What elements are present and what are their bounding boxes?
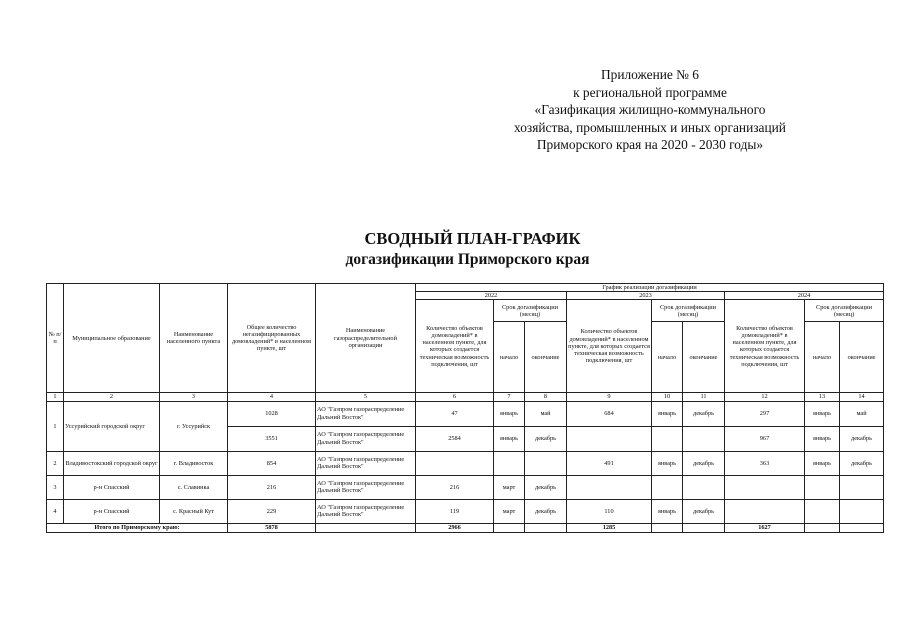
row-start-2023: январь bbox=[652, 499, 683, 523]
column-number: 3 bbox=[160, 393, 228, 401]
row-org: АО "Газпром газораспределение Дальний Восток" bbox=[316, 499, 416, 523]
header-year-2024: 2024 bbox=[725, 292, 884, 300]
row-num: 4 bbox=[47, 499, 64, 523]
row-start-2023: январь bbox=[652, 451, 683, 475]
header-municipality: Муниципальное образование bbox=[64, 284, 160, 393]
row-count-2023 bbox=[567, 426, 652, 451]
row-end-2022: декабрь bbox=[525, 475, 567, 499]
row-count-2023 bbox=[567, 475, 652, 499]
row-end-2023 bbox=[683, 475, 725, 499]
row-end-2023: декабрь bbox=[683, 499, 725, 523]
header-start: начало bbox=[494, 322, 525, 393]
row-count-2022 bbox=[416, 451, 494, 475]
header-total: Общее количество негазифицированных домовладений* в населенном пункте, шт bbox=[228, 284, 316, 393]
appendix-line: хозяйства, промышленных и иных организаций bbox=[514, 119, 786, 135]
row-count-2024 bbox=[725, 475, 805, 499]
row-total: 1028 bbox=[228, 401, 316, 426]
row-end-2023 bbox=[683, 426, 725, 451]
column-number: 8 bbox=[525, 393, 567, 401]
row-org: АО "Газпром газораспределение Дальний Восток" bbox=[316, 451, 416, 475]
header-count-2023: Количество объектов домовладений* в населенном пункте, для которых создается техническая возможность подключения, шт bbox=[567, 300, 652, 393]
row-start-2022 bbox=[494, 451, 525, 475]
row-start-2022: январь bbox=[494, 426, 525, 451]
row-count-2023: 684 bbox=[567, 401, 652, 426]
header-count-2022: Количество объектов домовладений* в населенном пункте, для которых создается техническая возможность подключения, шт bbox=[416, 300, 494, 393]
row-settlement: г. Уссурийск bbox=[160, 401, 228, 451]
header-end: окончание bbox=[683, 322, 725, 393]
table-row bbox=[47, 451, 884, 475]
column-number: 13 bbox=[805, 393, 840, 401]
header-start: начало bbox=[805, 322, 840, 393]
row-count-2022: 47 bbox=[416, 401, 494, 426]
column-number: 4 bbox=[228, 393, 316, 401]
column-number: 7 bbox=[494, 393, 525, 401]
table-row bbox=[47, 401, 884, 426]
header-schedule: График реализации догазификации bbox=[416, 284, 884, 292]
table-row bbox=[47, 475, 884, 499]
header-term-2022: Срок догазификации (месяц) bbox=[494, 300, 567, 322]
total-empty bbox=[805, 523, 840, 532]
row-count-2024: 297 bbox=[725, 401, 805, 426]
row-org: АО "Газпром газораспределение Дальний Восток" bbox=[316, 475, 416, 499]
row-start-2024 bbox=[805, 499, 840, 523]
header-num: № п/п bbox=[47, 284, 64, 393]
row-municipality: Уссурийский городской округ bbox=[64, 401, 160, 451]
header-end: окончание bbox=[525, 322, 567, 393]
row-total: 216 bbox=[228, 475, 316, 499]
row-end-2024: декабрь bbox=[840, 426, 884, 451]
row-end-2023: декабрь bbox=[683, 451, 725, 475]
row-count-2024: 363 bbox=[725, 451, 805, 475]
total-empty bbox=[525, 523, 567, 532]
row-count-2022: 216 bbox=[416, 475, 494, 499]
document-subtitle: догазификации Приморского края bbox=[345, 251, 590, 268]
total-row bbox=[47, 523, 884, 532]
row-count-2023: 491 bbox=[567, 451, 652, 475]
row-end-2022 bbox=[525, 451, 567, 475]
total-empty bbox=[316, 523, 416, 532]
column-number: 1 bbox=[47, 393, 64, 401]
row-total: 3551 bbox=[228, 426, 316, 451]
row-num: 2 bbox=[47, 451, 64, 475]
row-end-2024 bbox=[840, 499, 884, 523]
header-year-2023: 2023 bbox=[567, 292, 725, 300]
table-row bbox=[47, 499, 884, 523]
column-number: 5 bbox=[316, 393, 416, 401]
row-start-2024: январь bbox=[805, 401, 840, 426]
row-start-2024: январь bbox=[805, 426, 840, 451]
row-org: АО "Газпром газораспределение Дальний Восток" bbox=[316, 401, 416, 426]
row-municipality: р-н Спасский bbox=[64, 475, 160, 499]
appendix-line: к региональной программе bbox=[573, 84, 727, 100]
total-count-2023: 1285 bbox=[567, 523, 652, 532]
row-start-2023: январь bbox=[652, 401, 683, 426]
appendix-number: Приложение № 6 bbox=[600, 67, 700, 82]
row-end-2024: декабрь bbox=[840, 451, 884, 475]
column-number: 14 bbox=[840, 393, 884, 401]
appendix-line: Приморского края на 2020 - 2030 годы» bbox=[536, 137, 764, 152]
row-count-2022: 2584 bbox=[416, 426, 494, 451]
row-count-2022: 119 bbox=[416, 499, 494, 523]
row-count-2024: 967 bbox=[725, 426, 805, 451]
total-empty bbox=[494, 523, 525, 532]
appendix-heading bbox=[450, 66, 850, 154]
total-label: Итого по Приморскому краю: bbox=[47, 523, 228, 532]
row-count-2023: 110 bbox=[567, 499, 652, 523]
row-start-2022: март bbox=[494, 499, 525, 523]
row-municipality: Владивостокский городской округ bbox=[64, 451, 160, 475]
header-start: начало bbox=[652, 322, 683, 393]
row-start-2023 bbox=[652, 475, 683, 499]
row-end-2023: декабрь bbox=[683, 401, 725, 426]
column-number: 11 bbox=[683, 393, 725, 401]
total-count-2024: 1627 bbox=[725, 523, 805, 532]
appendix-line: «Газификация жилищно-коммунального bbox=[534, 102, 766, 117]
header-end: окончание bbox=[840, 322, 884, 393]
row-org: АО "Газпром газораспределение Дальний Восток" bbox=[316, 426, 416, 451]
row-start-2024 bbox=[805, 475, 840, 499]
row-start-2023 bbox=[652, 426, 683, 451]
row-settlement: с. Красный Кут bbox=[160, 499, 228, 523]
header-count-2024: Количество объектов домовладений* в населенном пункте, для которых создается техническая возможность подключения, шт bbox=[725, 300, 805, 393]
row-municipality: р-н Спасский bbox=[64, 499, 160, 523]
row-end-2022: декабрь bbox=[525, 426, 567, 451]
row-total: 229 bbox=[228, 499, 316, 523]
row-num: 3 bbox=[47, 475, 64, 499]
header-settlement: Наименование населенного пункта bbox=[160, 284, 228, 393]
row-end-2022: декабрь bbox=[525, 499, 567, 523]
column-number: 10 bbox=[652, 393, 683, 401]
row-count-2024 bbox=[725, 499, 805, 523]
row-start-2024: январь bbox=[805, 451, 840, 475]
column-number: 9 bbox=[567, 393, 652, 401]
row-settlement: г. Владивосток bbox=[160, 451, 228, 475]
column-number: 12 bbox=[725, 393, 805, 401]
document-title: СВОДНЫЙ ПЛАН-ГРАФИК bbox=[364, 229, 581, 248]
row-end-2024 bbox=[840, 475, 884, 499]
total-empty bbox=[683, 523, 725, 532]
row-num: 1 bbox=[47, 401, 64, 451]
row-total: 854 bbox=[228, 451, 316, 475]
total-empty bbox=[652, 523, 683, 532]
header-term-2023: Срок догазификации (месяц) bbox=[652, 300, 725, 322]
total-empty bbox=[840, 523, 884, 532]
header-org: Наименование газораспределительной организации bbox=[316, 284, 416, 393]
plan-schedule-table bbox=[46, 283, 884, 533]
row-start-2022: март bbox=[494, 475, 525, 499]
column-number: 6 bbox=[416, 393, 494, 401]
total-count-2022: 2966 bbox=[416, 523, 494, 532]
row-start-2022: январь bbox=[494, 401, 525, 426]
row-settlement: с. Славинка bbox=[160, 475, 228, 499]
header-year-2022: 2022 bbox=[416, 292, 567, 300]
row-end-2022: май bbox=[525, 401, 567, 426]
row-end-2024: май bbox=[840, 401, 884, 426]
column-number-row bbox=[47, 393, 884, 401]
total-value: 5878 bbox=[228, 523, 316, 532]
column-number: 2 bbox=[64, 393, 160, 401]
header-term-2024: Срок догазификации (месяц) bbox=[805, 300, 884, 322]
